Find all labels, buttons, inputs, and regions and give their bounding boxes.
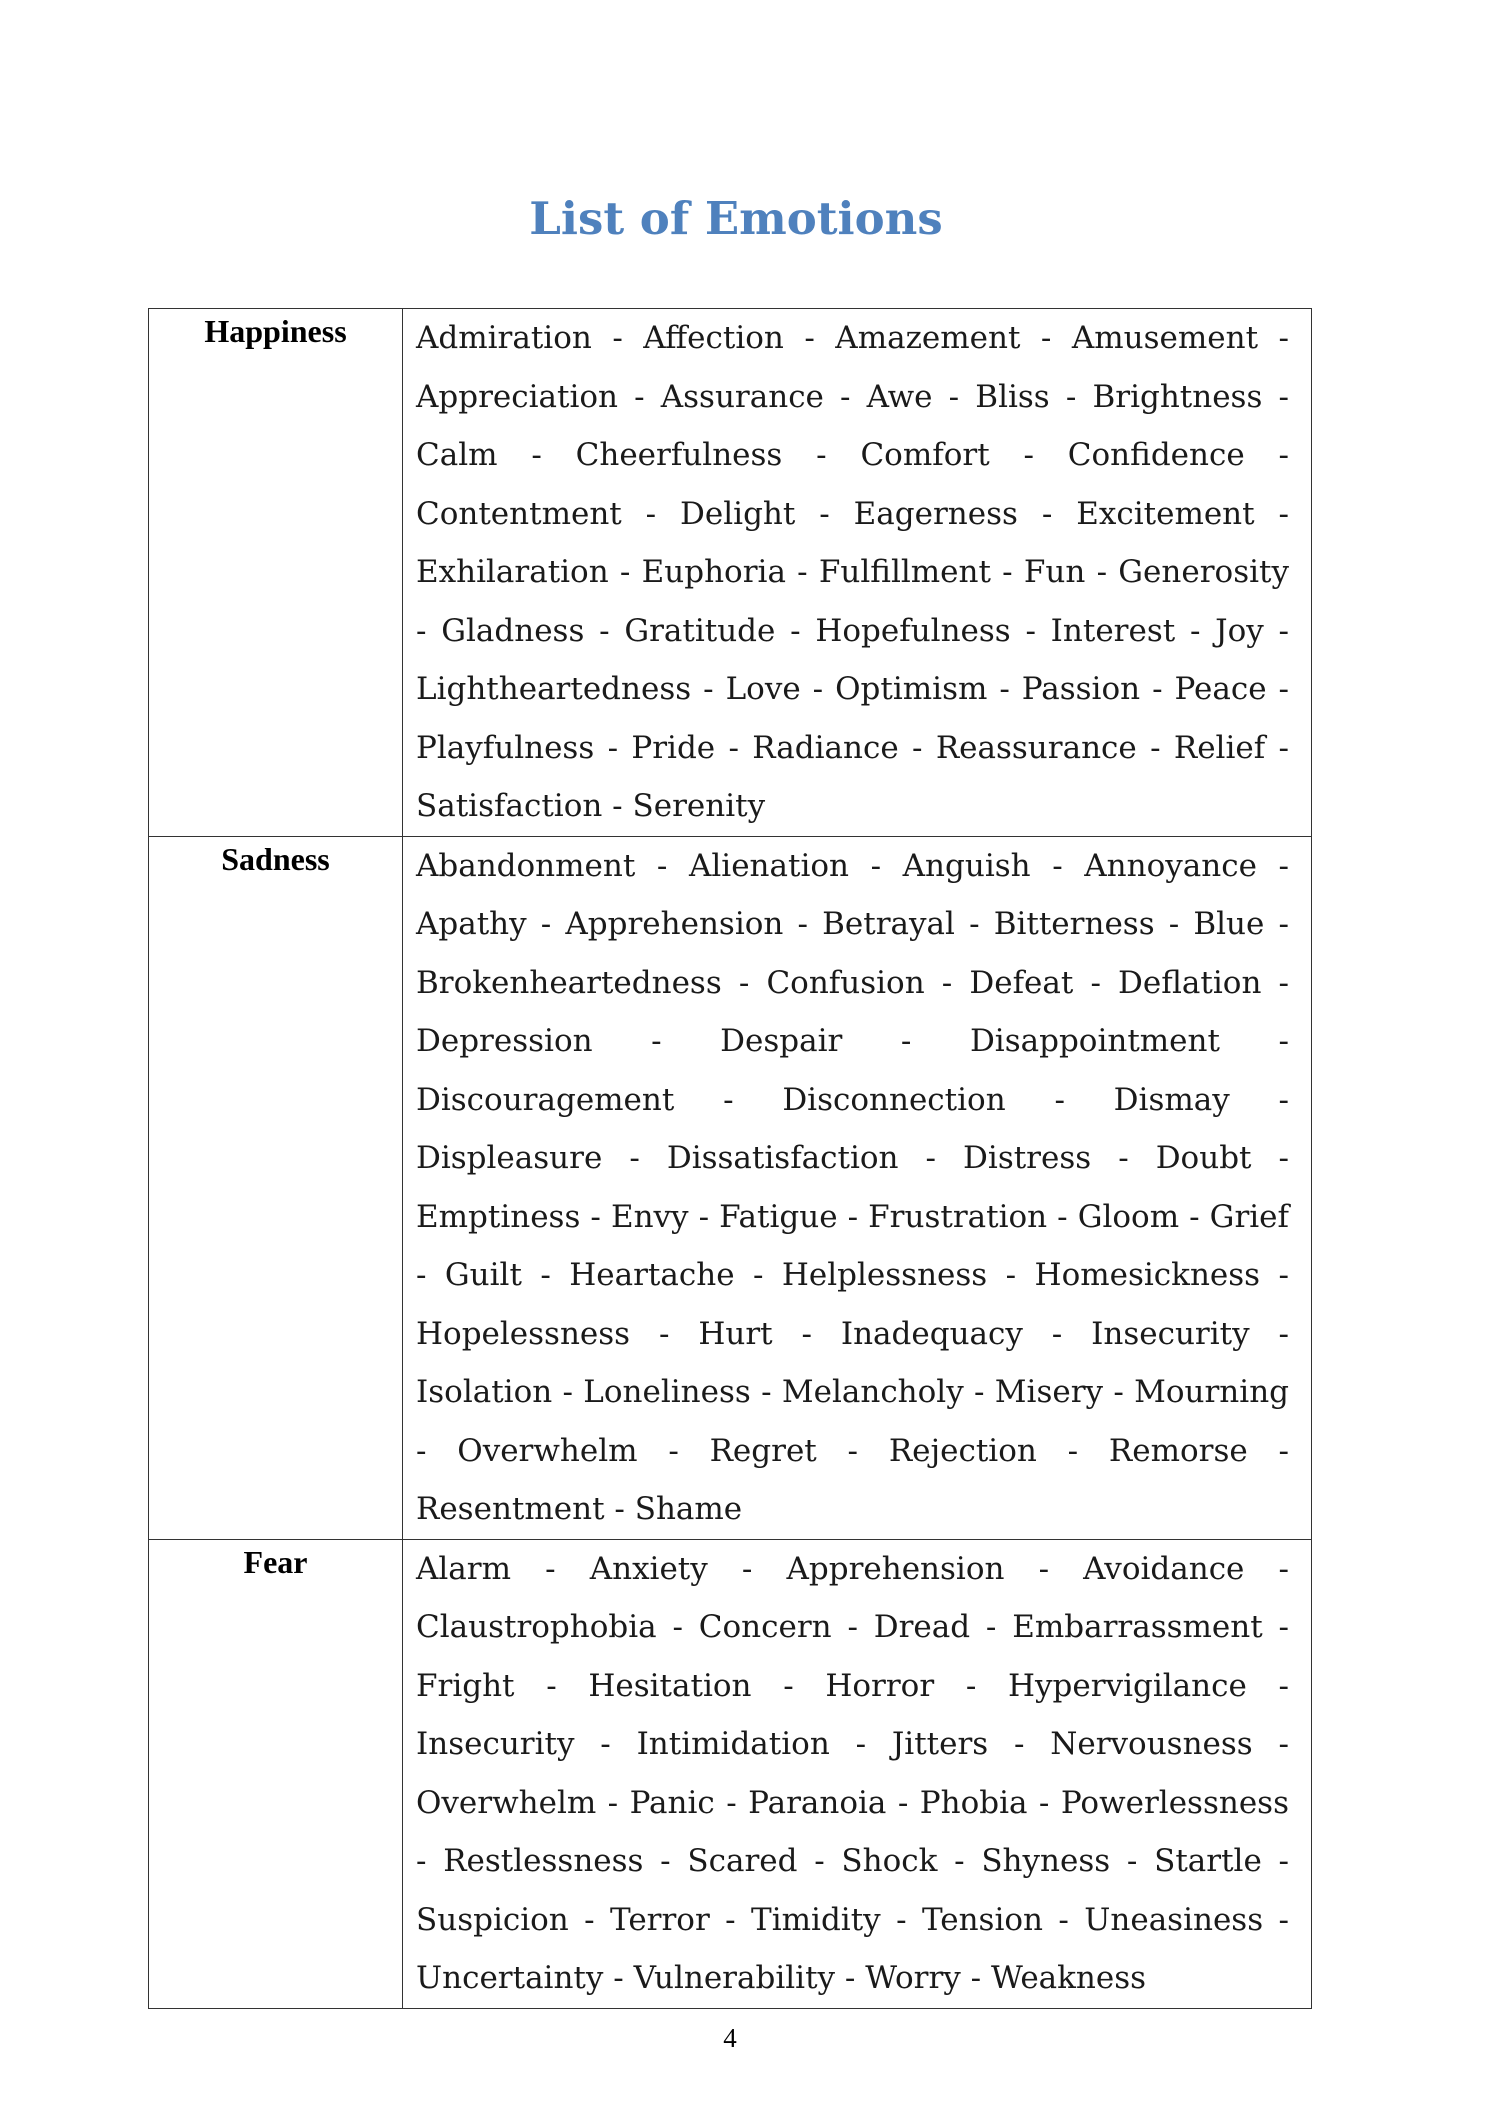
- table-row-sadness: [149, 836, 1312, 1539]
- page-title: List of Emotions: [529, 192, 943, 245]
- category-sadness: Sadness: [149, 836, 403, 1539]
- table-row-fear: [149, 1539, 1312, 2008]
- table-row-happiness: [149, 309, 1312, 837]
- emotions-table: [148, 308, 1312, 2009]
- category-fear: Fear: [149, 1539, 403, 2008]
- page-number: 4: [723, 2023, 737, 2053]
- emotion-list-fear: Alarm - Anxiety - Apprehension - Avoidance - Claustrophobia - Concern - Dread - Embarrassment - Fright - Hesitation - Horror - Hypervigilance - Insecurity - Intimidation - Jitters - Nervousness - Overwhelm - Panic - Paranoia - Phobia - Powerlessness - Restlessness - Scared - Shock - Shyness - Startle - Suspicion - Terror - Timidity - Tension - Uneasiness - Uncertainty - Vulnerability - Worry - Weakness: [403, 1539, 1312, 2008]
- category-happiness: Happiness: [149, 309, 403, 837]
- emotion-list-happiness: Admiration - Affection - Amazement - Amusement - Appreciation - Assurance - Awe - Bliss - Brightness - Calm - Cheerfulness - Comfort - Confidence - Contentment - Delight - Eagerness - Excitement - Exhilaration - Euphoria - Fulfillment - Fun - Generosity - Gladness - Gratitude - Hopefulness - Interest - Joy - Lightheartedness - Love - Optimism - Passion - Peace - Playfulness - Pride - Radiance - Reassurance - Relief - Satisfaction - Serenity: [403, 309, 1312, 837]
- emotion-list-sadness: Abandonment - Alienation - Anguish - Annoyance - Apathy - Apprehension - Betrayal - Bitterness - Blue - Brokenheartedness - Confusion - Defeat - Deflation - Depression - Despair - Disappointment - Discouragement - Disconnection - Dismay - Displeasure - Dissatisfaction - Distress - Doubt - Emptiness - Envy - Fatigue - Frustration - Gloom - Grief - Guilt - Heartache - Helplessness - Homesickness - Hopelessness - Hurt - Inadequacy - Insecurity - Isolation - Loneliness - Melancholy - Misery - Mourning - Overwhelm - Regret - Rejection - Remorse - Resentment - Shame: [403, 836, 1312, 1539]
